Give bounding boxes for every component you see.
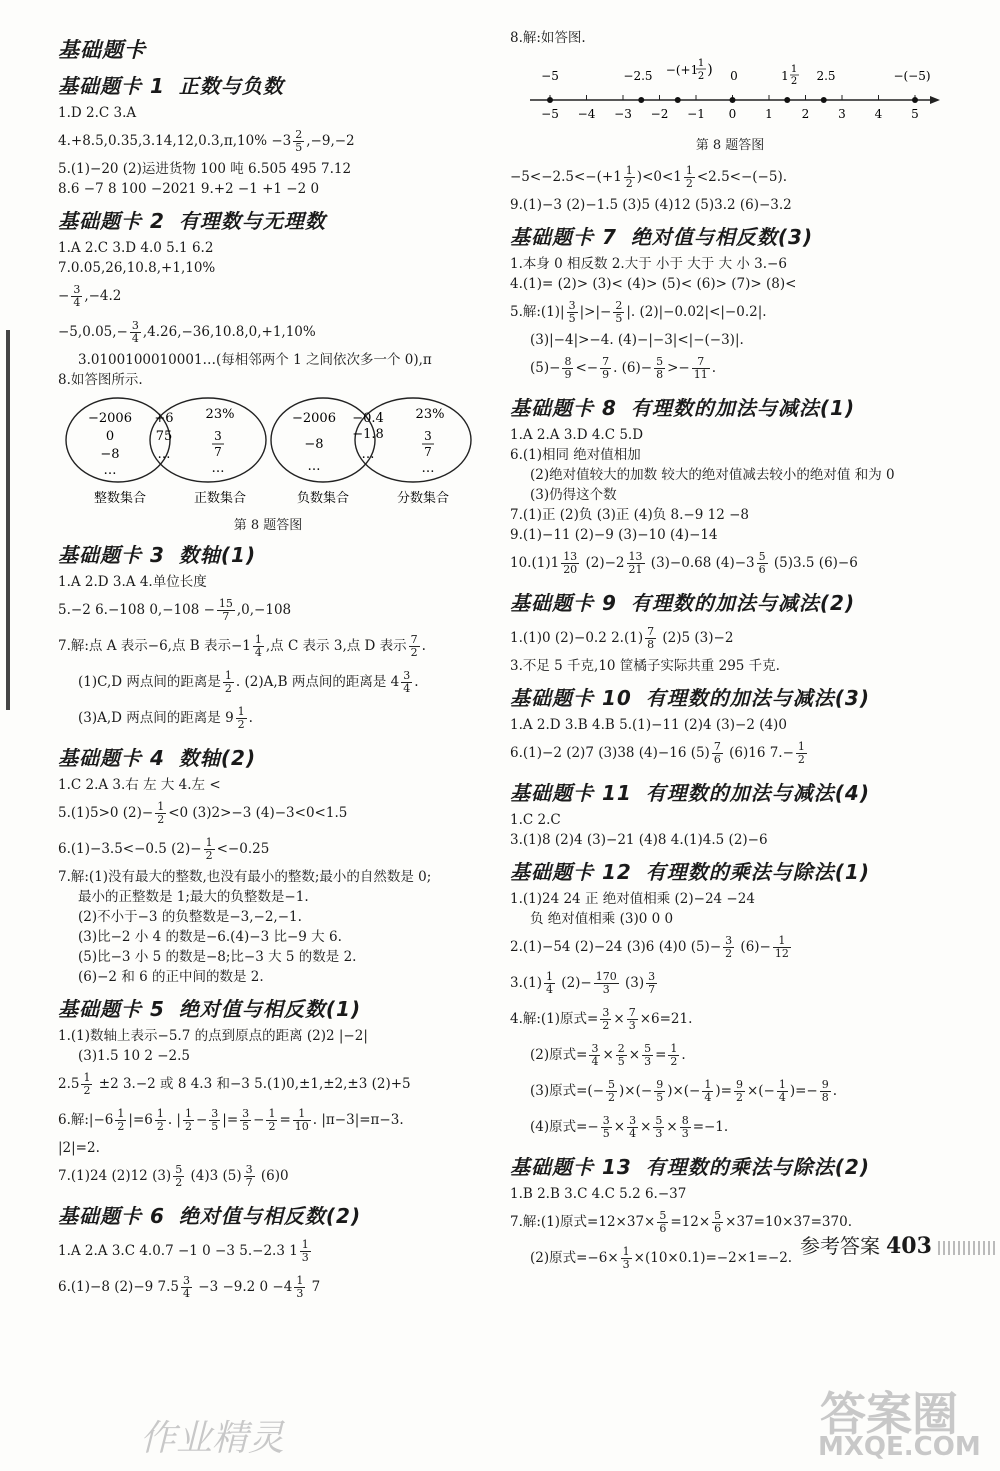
venn-c-item: … <box>307 459 321 474</box>
answer-line: 10.(1)1 $\frac{13}{20}$ (2)−2 $\frac{13}{21}$ (3)−0.68 (4)−3 $\frac{5}{6}$ (5)3.5 (6)−6 <box>510 550 858 576</box>
answer-line: 9.(1)−3 (2)−1.5 (3)5 (4)12 (5)3.2 (6)−3.2 <box>510 197 792 213</box>
venn-cd-item: −0.4 <box>352 411 384 426</box>
answer-line: 5.解:(1)| $\frac{3}{5}$ |>|− $\frac{2}{5}$ |. (2)|−0.02|<|−0.2|. <box>510 299 767 325</box>
venn-d-label: 分数集合 <box>396 491 450 506</box>
answer-line: 4.(1)= (2)> (3)< (4)> (5)< (6)> (7)> (8)< <box>510 276 797 292</box>
answer-line: 9.(1)−11 (2)−9 (3)−10 (4)−14 <box>510 527 718 543</box>
point-label: −(+1 <box>665 63 699 77</box>
venn-d-frac-num: 3 <box>424 429 432 443</box>
answer-line: 6.(1)相同 绝对值相加 <box>510 447 641 463</box>
answer-line: 1.C 2.A 3.右 左 大 4.左 < <box>58 777 221 793</box>
answer-line: 7.解:点 A 表示−6,点 B 表示−1 $\frac{1}{4}$ ,点 C 表示 3,点 D 表示 $\frac{7}{2}$ . <box>58 633 426 659</box>
axis-tick-label: −4 <box>577 107 596 121</box>
venn-b-item: … <box>211 461 225 476</box>
answer-line: (3)比−2 小 4 的数是−6.(4)−3 比−9 大 6. <box>78 929 342 945</box>
answer-line: 4.+8.5,0.35,3.14,12,0.3,π,10% −3 $\frac{2}{5}$ ,−9,−2 <box>58 128 355 154</box>
answer-line: −5,0.05,− $\frac{3}{4}$ ,4.26,−36,10.8,0,+1,10% <box>58 319 316 345</box>
card-8-title: 基础题卡 8 有理数的加法与减法(1) <box>510 396 856 420</box>
answer-line: − $\frac{3}{4}$ ,−4.2 <box>58 283 122 309</box>
card-12-title: 基础题卡 12 有理数的乘法与除法(1) <box>510 860 870 884</box>
fraction: $\frac{2}{5}$ <box>295 128 303 154</box>
answer-line: 7.(1)正 (2)负 (3)正 (4)负 8.−9 12 −8 <box>510 507 749 523</box>
venn-a-item: 0 <box>105 429 115 444</box>
axis-tick-label: −5 <box>541 107 559 121</box>
answer-line: 1.(1)24 24 正 绝对值相乘 (2)−24 −24 <box>510 891 755 907</box>
answer-line: 6.(1)−8 (2)−9 7.5 $\frac{3}{4}$ −3 −9.2 0 −4 $\frac{1}{3}$ 7 <box>58 1274 321 1300</box>
answer-line: 1.本身 0 相反数 2.大于 小于 大于 大 小 3.−6 <box>510 256 787 272</box>
page-number: 403 <box>886 1233 932 1259</box>
fraction: $\frac{3}{4}$ <box>73 283 81 309</box>
venn-b-item: 23% <box>205 407 235 422</box>
answer-line: (5)比−3 小 5 的数是−8;比−3 大 5 的数是 2. <box>78 949 357 965</box>
point-label: 0 <box>730 69 738 83</box>
answer-line: −5<−2.5<−(+1 $\frac{1}{2}$ )<0<1 $\frac{1}{2}$ <2.5<−(−5). <box>510 164 788 190</box>
svg-text:2: 2 <box>790 76 798 87</box>
answer-line: (1)C,D 两点间的距离是 $\frac{1}{2}$ . (2)A,B 两点间的距离是 4 $\frac{3}{4}$ . <box>78 669 419 695</box>
watermark: MXQE.COM <box>818 1432 981 1462</box>
axis-tick-label: 4 <box>874 107 883 121</box>
venn-d-item: 23% <box>415 407 445 422</box>
axis-point <box>730 97 736 103</box>
card-9-title: 基础题卡 9 有理数的加法与减法(2) <box>510 591 856 615</box>
venn-a-item: … <box>103 463 117 478</box>
answer-line: 6.解:|−6 $\frac{1}{2}$ |=6 $\frac{1}{2}$ . | $\frac{1}{2}$ − $\frac{3}{5}$ |= $\frac{3}{5}$ − $\frac{1}{2}$ = $\frac{1}{10}$ . |π−3|=π−3. <box>58 1107 404 1133</box>
venn-b-label: 正数集合 <box>193 491 247 506</box>
card-3-title: 基础题卡 3 数轴(1) <box>58 543 257 567</box>
watermark: 答案圈 <box>820 1387 958 1441</box>
answer-line: 7.解:(1)原式=12×37× $\frac{5}{6}$ =12× $\frac{5}{6}$ ×37=10×37=370. <box>510 1209 852 1235</box>
point-label: 2.5 <box>816 69 836 83</box>
figure-caption: 第 8 题答图 <box>695 138 765 153</box>
card-13-title: 基础题卡 13 有理数的乘法与除法(2) <box>510 1155 870 1179</box>
answer-line: 1.D 2.C 3.A <box>58 105 137 121</box>
answer-line: 8.解:如答图. <box>510 30 586 46</box>
card-10-title: 基础题卡 10 有理数的加法与减法(3) <box>510 686 870 710</box>
axis-tick-label: −3 <box>614 107 632 121</box>
answer-line: 1.A 2.C 3.D 4.0 5.1 6.2 <box>58 240 214 256</box>
answer-line: 3.(1)8 (2)4 (3)−21 (4)8 4.(1)4.5 (2)−6 <box>510 832 768 848</box>
answer-line: (6)−2 和 6 的正中间的数是 2. <box>78 969 264 985</box>
answer-line: 1.(1)0 (2)−0.2 2.(1) $\frac{7}{8}$ (2)5 (3)−2 <box>510 625 734 651</box>
answer-line: 8.如答图所示. <box>58 372 143 388</box>
venn-b-frac-num: 3 <box>214 429 222 443</box>
venn-diagram <box>58 390 478 508</box>
point-label: 1 <box>781 69 789 83</box>
point-label: −(−5) <box>893 69 931 83</box>
right-column <box>510 28 950 1276</box>
left-column <box>58 28 478 1305</box>
answer-line: (2)不小于−3 的负整数是−3,−2,−1. <box>78 909 302 925</box>
answer-line: (3)A,D 两点间的距离是 9 $\frac{1}{2}$ . <box>78 705 253 731</box>
axis-point <box>675 97 681 103</box>
answer-line: (3)仍得这个数 <box>530 487 617 503</box>
answer-line: 5.(1)−20 (2)运进货物 100 吨 6.505 495 7.12 <box>58 161 352 177</box>
venn-a-label: 整数集合 <box>93 491 147 506</box>
answer-line: 8.6 −7 8 100 −2021 9.+2 −1 +1 −2 0 <box>58 181 320 197</box>
venn-d-frac-den: 7 <box>424 445 432 459</box>
axis-tick-label: −1 <box>687 107 705 121</box>
axis-point <box>547 97 553 103</box>
section-heading: 基础题卡 <box>58 38 146 62</box>
svg-text:1: 1 <box>790 64 798 75</box>
answer-line: 1.C 2.C <box>510 812 561 828</box>
answer-line: (2)原式=−6× $\frac{1}{3}$ ×(10×0.1)=−2×1=−2. <box>530 1245 793 1271</box>
decorative-dots <box>938 1241 998 1255</box>
answer-line: (3)1.5 10 2 −2.5 <box>78 1048 191 1064</box>
answer-line: 1.A 2.A 3.C 4.0.7 −1 0 −3 5.−2.3 1 $\frac{1}{3}$ <box>58 1238 309 1264</box>
venn-d-item: … <box>421 461 435 476</box>
venn-cd-item: −1.8 <box>352 427 384 442</box>
card-6-title: 基础题卡 6 绝对值与相反数(2) <box>58 1204 362 1228</box>
answer-line: 3.不足 5 千克,10 筐橘子实际共重 295 千克. <box>510 658 780 674</box>
answer-line: 4.解:(1)原式= $\frac{3}{2}$ × $\frac{7}{3}$ ×6=21. <box>510 1006 693 1032</box>
card-5-title: 基础题卡 5 绝对值与相反数(1) <box>58 997 362 1021</box>
answer-line: 3.(1) $\frac{1}{4}$ (2)− $\frac{170}{3}$ (3) $\frac{3}{7}$ <box>510 970 656 996</box>
card-2-title: 基础题卡 2 有理数与无理数 <box>58 209 326 233</box>
binding-edge <box>6 330 10 710</box>
answer-line: (4)原式=− $\frac{3}{5}$ × $\frac{3}{4}$ × $\frac{5}{3}$ × $\frac{8}{3}$ =−1. <box>530 1114 729 1140</box>
answer-line: 6.(1)−3.5<−0.5 (2)− $\frac{1}{2}$ <−0.25 <box>58 836 270 862</box>
answer-line: 7.0.05,26,10.8,+1,10% <box>58 260 216 276</box>
venn-cd-item: … <box>361 447 375 462</box>
svg-text:1: 1 <box>697 58 705 69</box>
answer-line: 1.B 2.B 3.C 4.C 5.2 6.−37 <box>510 1186 687 1202</box>
svg-text:2: 2 <box>697 71 705 82</box>
venn-a-item: −8 <box>100 447 120 462</box>
answer-line: (5)− $\frac{8}{9}$ <− $\frac{7}{9}$ . (6)− $\frac{5}{8}$ >− $\frac{7}{11}$ . <box>530 355 717 381</box>
venn-c-label: 负数集合 <box>296 491 350 506</box>
footer-label: 参考答案 <box>800 1234 880 1258</box>
answer-line: 1.A 2.A 3.D 4.C 5.D <box>510 427 644 443</box>
venn-ab-item: +6 <box>154 411 174 426</box>
answer-line: 1.A 2.D 3.A 4.单位长度 <box>58 574 207 590</box>
axis-point <box>821 97 827 103</box>
venn-c-item: −8 <box>304 437 324 452</box>
venn-ab-item: … <box>157 447 171 462</box>
figure-caption: 第 8 题答图 <box>233 518 303 533</box>
venn-a-item: −2006 <box>88 411 132 426</box>
point-label: −2.5 <box>623 69 653 83</box>
axis-tick-label: 1 <box>765 107 773 121</box>
venn-ab-item: 75 <box>155 429 173 444</box>
answer-line: 最小的正整数是 1;最大的负整数是−1. <box>78 889 309 905</box>
number-line <box>510 48 950 128</box>
card-4-title: 基础题卡 4 数轴(2) <box>58 746 257 770</box>
answer-line: 2.(1)−54 (2)−24 (3)6 (4)0 (5)− $\frac{3}{2}$ (6)− $\frac{1}{12}$ <box>510 934 789 960</box>
answer-line: (2)绝对值较大的加数 较大的绝对值减去较小的绝对值 和为 0 <box>530 467 895 483</box>
axis-point <box>912 97 918 103</box>
answer-line: 2.5 $\frac{1}{2}$ ±2 3.−2 或 8 4.3 和−3 5.(1)0,±1,±2,±3 (2)+5 <box>58 1071 411 1097</box>
answer-line: 6.(1)−2 (2)7 (3)38 (4)−16 (5) $\frac{7}{6}$ (6)16 7.− $\frac{1}{2}$ <box>510 740 805 766</box>
svg-text:): ) <box>707 62 713 78</box>
venn-b-frac-den: 7 <box>214 445 222 459</box>
card-11-title: 基础题卡 11 有理数的加法与减法(4) <box>510 781 870 805</box>
answer-line: 1.(1)数轴上表示−5.7 的点到原点的距离 (2)2 |−2| <box>58 1028 368 1044</box>
fraction: $\frac{3}{4}$ <box>131 319 139 345</box>
answer-line: (3)原式=(− $\frac{5}{2}$ )×(− $\frac{9}{5}$ )×(− $\frac{1}{4}$ )= $\frac{9}{2}$ ×(− $\frac{1}{4}$ )=− $\frac{9}{8}$ . <box>530 1078 838 1104</box>
answer-line: 5.−2 6.−108 0,−108 − $\frac{15}{7}$ ,0,−108 <box>58 597 292 623</box>
answer-line: |2|=2. <box>58 1140 100 1156</box>
point-label: −5 <box>541 69 559 83</box>
answer-line: 7.解:(1)没有最大的整数,也没有最小的整数;最小的自然数是 0; <box>58 869 432 885</box>
axis-tick-label: 0 <box>728 107 737 121</box>
answer-line: 3.0100100010001…(每相邻两个 1 之间依次多一个 0),π <box>78 352 432 368</box>
answer-line: 7.(1)24 (2)12 (3) $\frac{5}{2}$ (4)3 (5) $\frac{3}{7}$ (6)0 <box>58 1163 289 1189</box>
axis-point <box>784 97 790 103</box>
card-7-title: 基础题卡 7 绝对值与相反数(3) <box>510 225 814 249</box>
watermark: 作业精灵 <box>140 1418 285 1459</box>
answer-line: 1.A 2.D 3.B 4.B 5.(1)−11 (2)4 (3)−2 (4)0 <box>510 717 787 733</box>
axis-tick-label: 2 <box>801 107 810 121</box>
axis-tick-label: −2 <box>650 107 669 121</box>
answer-line: (3)|−4|>−4. (4)−|−3|<|−(−3)|. <box>530 332 744 348</box>
card-1-title: 基础题卡 1 正数与负数 <box>58 74 284 98</box>
answer-line: (2)原式= $\frac{3}{4}$ × $\frac{2}{5}$ × $\frac{5}{3}$ = $\frac{1}{2}$ . <box>530 1042 686 1068</box>
answer-line: 负 绝对值相乘 (3)0 0 0 <box>530 911 674 927</box>
axis-point <box>638 97 644 103</box>
page-footer <box>800 1230 998 1259</box>
axis-tick-label: 3 <box>838 107 846 121</box>
answer-line: 5.(1)5>0 (2)− $\frac{1}{2}$ <0 (3)2>−3 (4)−3<0<1.5 <box>58 800 348 826</box>
venn-c-item: −2006 <box>292 411 336 426</box>
axis-tick-label: 5 <box>911 107 919 121</box>
